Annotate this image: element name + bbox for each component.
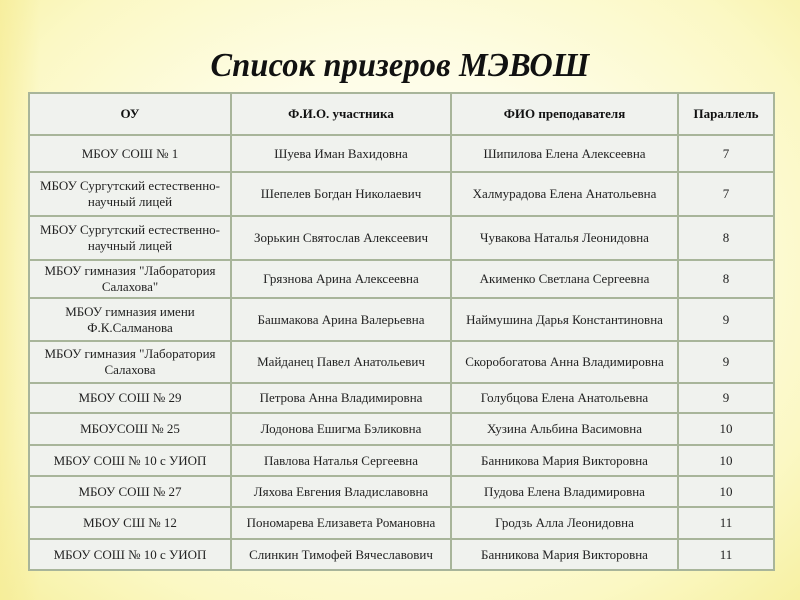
cell-participant: Шуева Иман Вахидовна bbox=[231, 135, 451, 172]
cell-participant: Лодонова Ешигма Бэликовна bbox=[231, 413, 451, 445]
column-header-participant: Ф.И.О. участника bbox=[231, 93, 451, 135]
cell-teacher: Хузина Альбина Васимовна bbox=[451, 413, 678, 445]
cell-teacher: Пудова Елена Владимировна bbox=[451, 476, 678, 507]
cell-school: МБОУ гимназия "Лаборатория Салахова" bbox=[29, 260, 231, 298]
cell-participant: Слинкин Тимофей Вячеславович bbox=[231, 539, 451, 570]
table-row bbox=[29, 341, 774, 383]
cell-grade: 9 bbox=[678, 341, 774, 383]
cell-grade: 10 bbox=[678, 476, 774, 507]
cell-teacher: Банникова Мария Викторовна bbox=[451, 445, 678, 476]
table-row bbox=[29, 172, 774, 216]
table-row bbox=[29, 135, 774, 172]
cell-teacher: Чувакова Наталья Леонидовна bbox=[451, 216, 678, 260]
table-row bbox=[29, 216, 774, 260]
table-row bbox=[29, 383, 774, 413]
cell-grade: 7 bbox=[678, 135, 774, 172]
cell-grade: 9 bbox=[678, 383, 774, 413]
cell-participant: Майданец Павел Анатольевич bbox=[231, 341, 451, 383]
cell-teacher: Акименко Светлана Сергеевна bbox=[451, 260, 678, 298]
cell-school: МБОУ гимназия имени Ф.К.Салманова bbox=[29, 298, 231, 341]
cell-participant: Петрова Анна Владимировна bbox=[231, 383, 451, 413]
cell-school: МБОУ СОШ № 10 с УИОП bbox=[29, 539, 231, 570]
cell-school: МБОУ СШ № 12 bbox=[29, 507, 231, 539]
cell-participant: Шепелев Богдан Николаевич bbox=[231, 172, 451, 216]
cell-participant: Грязнова Арина Алексеевна bbox=[231, 260, 451, 298]
cell-grade: 10 bbox=[678, 445, 774, 476]
cell-school: МБОУ Сургутский естественно-научный лицей bbox=[29, 172, 231, 216]
table-row bbox=[29, 539, 774, 570]
cell-school: МБОУ СОШ № 1 bbox=[29, 135, 231, 172]
page-title: Список призеров МЭВОШ bbox=[210, 46, 590, 84]
cell-teacher: Голубцова Елена Анатольевна bbox=[451, 383, 678, 413]
cell-teacher: Наймушина Дарья Константиновна bbox=[451, 298, 678, 341]
cell-grade: 11 bbox=[678, 539, 774, 570]
cell-participant: Пономарева Елизавета Романовна bbox=[231, 507, 451, 539]
table-row bbox=[29, 413, 774, 445]
table-row bbox=[29, 507, 774, 539]
table-row bbox=[29, 476, 774, 507]
cell-teacher: Гродзь Алла Леонидовна bbox=[451, 507, 678, 539]
cell-participant: Башмакова Арина Валерьевна bbox=[231, 298, 451, 341]
cell-school: МБОУ СОШ № 27 bbox=[29, 476, 231, 507]
column-header-grade: Параллель bbox=[678, 93, 774, 135]
column-header-school: ОУ bbox=[29, 93, 231, 135]
table-header-row bbox=[29, 93, 774, 135]
table-row bbox=[29, 445, 774, 476]
cell-teacher: Скоробогатова Анна Владимировна bbox=[451, 341, 678, 383]
table-row bbox=[29, 298, 774, 341]
prize-winners-table bbox=[28, 92, 775, 571]
cell-school: МБОУ гимназия "Лаборатория Салахова bbox=[29, 341, 231, 383]
cell-grade: 7 bbox=[678, 172, 774, 216]
cell-grade: 8 bbox=[678, 260, 774, 298]
cell-teacher: Банникова Мария Викторовна bbox=[451, 539, 678, 570]
cell-school: МБОУ СОШ № 10 с УИОП bbox=[29, 445, 231, 476]
cell-teacher: Шипилова Елена Алексеевна bbox=[451, 135, 678, 172]
cell-school: МБОУ СОШ № 29 bbox=[29, 383, 231, 413]
cell-participant: Павлова Наталья Сергеевна bbox=[231, 445, 451, 476]
cell-teacher: Халмурадова Елена Анатольевна bbox=[451, 172, 678, 216]
cell-grade: 10 bbox=[678, 413, 774, 445]
column-header-teacher: ФИО преподавателя bbox=[451, 93, 678, 135]
cell-grade: 11 bbox=[678, 507, 774, 539]
cell-school: МБОУСОШ № 25 bbox=[29, 413, 231, 445]
cell-participant: Зорькин Святослав Алексеевич bbox=[231, 216, 451, 260]
cell-participant: Ляхова Евгения Владиславовна bbox=[231, 476, 451, 507]
cell-school: МБОУ Сургутский естественно-научный лицей bbox=[29, 216, 231, 260]
cell-grade: 9 bbox=[678, 298, 774, 341]
table-row bbox=[29, 260, 774, 298]
cell-grade: 8 bbox=[678, 216, 774, 260]
